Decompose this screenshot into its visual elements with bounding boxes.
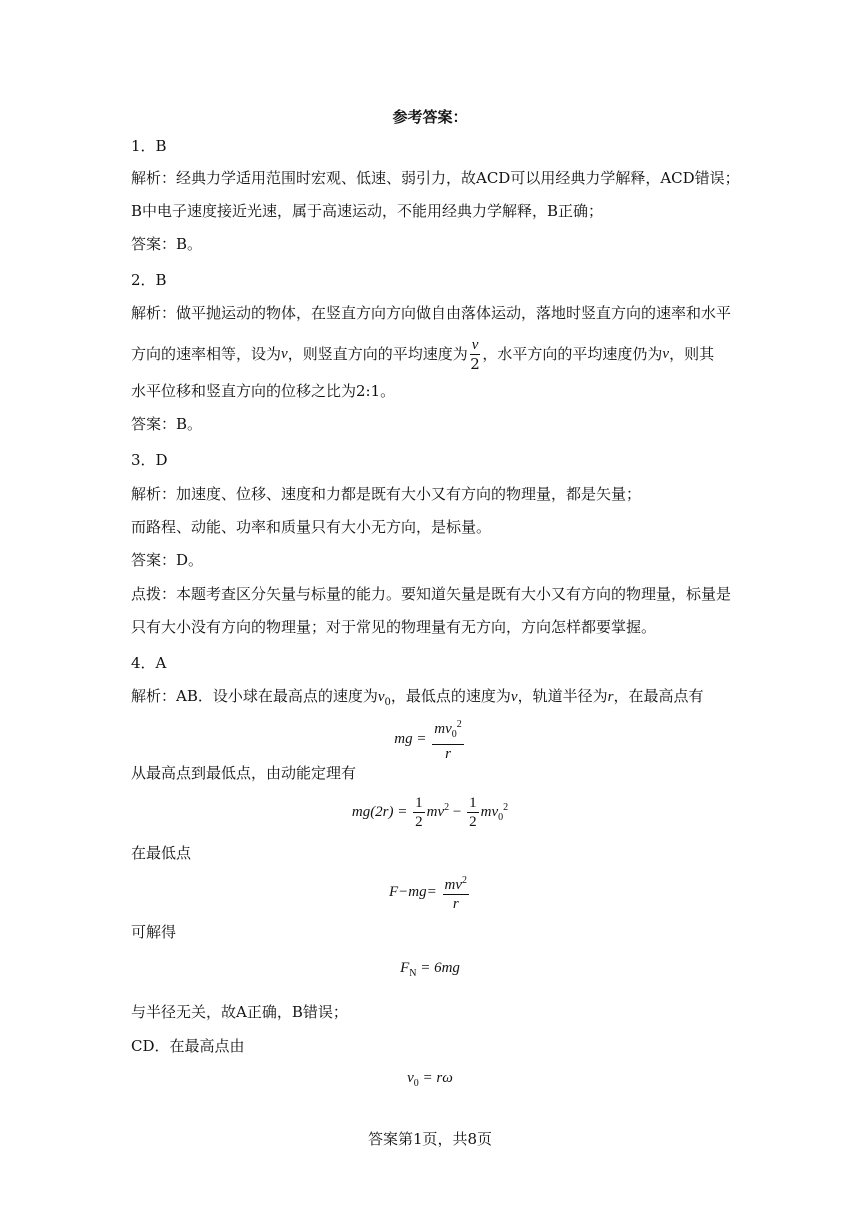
eq3-fraction [443, 872, 470, 913]
eq3-denominator: r [452, 896, 459, 912]
eq2-end: mv [480, 803, 499, 820]
eq4-F: F [400, 960, 410, 976]
eq2-half-1-den: 2 [415, 814, 423, 830]
eq1-denominator: r [445, 746, 451, 762]
answer-4-cd-intro: CD．在最高点由 [131, 1037, 245, 1055]
eq2-end-sub: 0 [498, 811, 504, 823]
eq2-lhs: mg(2r) = [351, 803, 408, 820]
page-title: 参考答案： [392, 108, 468, 126]
eq1-num-sub-text: 0 [451, 729, 457, 740]
q4-v0-symbol: v [377, 689, 385, 705]
eq4-rhs: = 6mg [420, 960, 460, 976]
eq3-num-sup: 2 [462, 875, 467, 886]
q2-frac-den: 2 [470, 354, 480, 373]
equation-5 [0, 1070, 860, 1089]
eq3-numerator [443, 872, 470, 895]
eq1-num-text: mv [434, 721, 452, 737]
answer-1-analysis-line1: 解析：经典力学适用范围时宏观、低速、弱引力，故ACD可以用经典力学解释，ACD错误； [131, 169, 740, 187]
answer-2-answer: 答案：B。 [131, 415, 203, 433]
eq2-half-2-den: 2 [469, 814, 477, 830]
eq5-sub: 0 [413, 1078, 419, 1089]
answer-4-conclusion: 与半径无关，故A正确，B错误； [131, 1003, 348, 1021]
eq5-rhs: = rω [418, 1070, 453, 1086]
eq1-numerator [432, 716, 464, 745]
q4-v-symbol: v [510, 689, 518, 705]
answer-4-analysis-intro [131, 686, 731, 713]
eq2-half-2 [467, 794, 479, 831]
eq5-v: v [407, 1070, 414, 1086]
answer-1-analysis-line2: B中电子速度接近光速，属于高速运动，不能用经典力学解释，B正确； [131, 202, 604, 220]
q2-text-part1: 方向的速率相等，设为 [131, 345, 282, 363]
q2-text-part3: ，水平方向的平均速度仍为 [482, 345, 663, 363]
q2-text-part2: ，则竖直方向的平均速度为 [287, 345, 468, 363]
answer-3-analysis-line2: 而路程、动能、功率和质量只有大小无方向，是标量。 [131, 518, 492, 536]
q4-intro-c: ，轨道半径为 [517, 687, 608, 705]
q2-v-symbol-2: v [662, 346, 670, 362]
answer-4-energy-theorem: 从最高点到最低点，由动能定理有 [131, 764, 357, 782]
answer-3-tip-line2: 只有大小没有方向的物理量；对于常见的物理量有无方向，方向怎样都要掌握。 [131, 618, 657, 636]
page-footer: 答案第1页，共8页 [367, 1130, 493, 1148]
answer-3-answer: 答案：D。 [131, 551, 204, 569]
equation-4 [0, 960, 860, 979]
q2-frac-num: v [471, 336, 479, 353]
q2-text-part4: ，则其 [669, 345, 715, 363]
equation-2 [0, 794, 860, 831]
eq3-lhs: F−mg= [389, 883, 437, 900]
answer-2-analysis-line1: 解析：做平抛运动的物体，在竖直方向方向做自由落体运动，落地时竖直方向的速率和水平 [131, 304, 732, 322]
eq2-end-sup: 2 [503, 801, 509, 813]
answer-3-header: 3．D [131, 451, 168, 469]
equation-1 [0, 716, 860, 763]
answer-1-header: 1．B [131, 137, 167, 155]
eq2-half-2-num: 1 [469, 795, 477, 811]
answer-2-analysis-line2 [131, 334, 731, 374]
q4-intro-b: ，最低点的速度为 [390, 687, 511, 705]
q2-fraction [470, 336, 481, 373]
eq1-num-sup: 2 [456, 719, 462, 730]
answer-1-answer: 答案：B。 [131, 235, 203, 253]
answer-3-analysis-line1: 解析：加速度、位移、速度和力都是既有大小又有方向的物理量，都是矢量； [131, 485, 642, 503]
eq1-fraction [432, 716, 464, 763]
eq2-minus: − [449, 803, 462, 820]
answer-3-tip-line1: 点拨：本题考查区分矢量与标量的能力。要知道矢量是既有大小又有方向的物理量，标量是 [131, 585, 732, 603]
q4-v0-sub: 0 [384, 697, 391, 708]
eq2-half-1 [413, 794, 425, 831]
eq1-lhs: mg = [394, 730, 427, 747]
answer-4-solve: 可解得 [131, 923, 177, 941]
eq2-mid: mv [426, 803, 445, 820]
eq2-mid-sup: 2 [444, 801, 450, 813]
answer-4-header: 4．A [131, 654, 167, 672]
answer-4-lowest-point: 在最低点 [131, 844, 192, 862]
eq2-half-1-num: 1 [415, 795, 423, 811]
q4-r-symbol: r [607, 689, 614, 705]
eq4-sub: N [409, 968, 417, 979]
equation-3 [0, 872, 860, 913]
q4-intro-a: 解析：AB．设小球在最高点的速度为 [131, 687, 378, 705]
q2-v-symbol: v [281, 346, 288, 362]
q4-intro-d: ，在最高点有 [613, 687, 704, 705]
answer-2-analysis-line3: 水平位移和竖直方向的位移之比为2:1。 [131, 382, 396, 400]
eq1-num-sub [452, 729, 457, 740]
answer-2-header: 2．B [131, 271, 167, 289]
eq3-num-text: mv [444, 877, 462, 893]
